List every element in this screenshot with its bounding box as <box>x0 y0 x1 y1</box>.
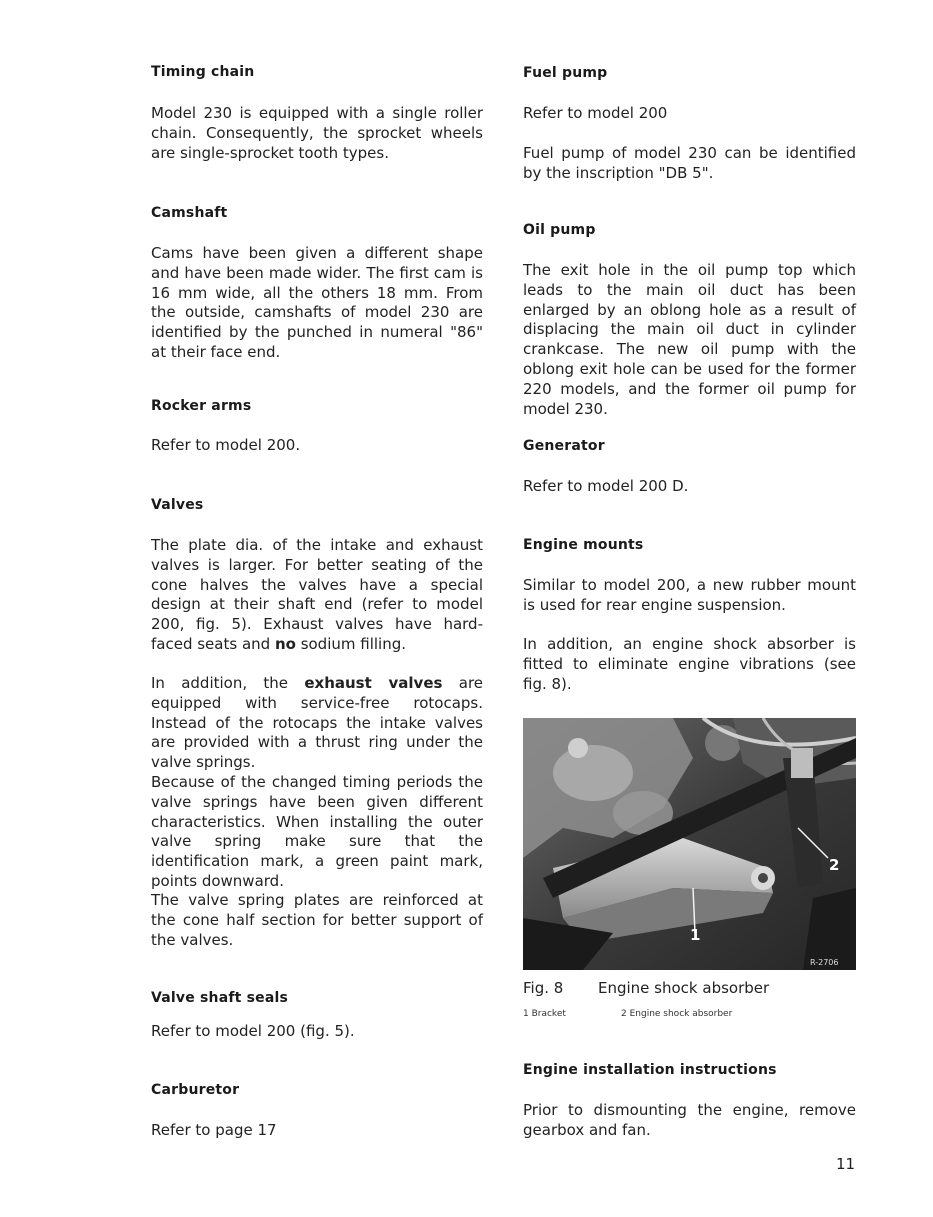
photo-code: R-2706 <box>810 958 839 967</box>
section-heading: Engine installation instructions <box>523 1062 777 1078</box>
section-heading: Fuel pump <box>523 65 608 81</box>
section-heading: Camshaft <box>151 205 228 221</box>
section-body: Similar to model 200, a new rubber mount is used for rear engine suspension. <box>523 576 856 614</box>
section-body: Refer to model 200 D. <box>523 477 689 495</box>
section-rocker-arms <box>151 398 483 414</box>
section-body: Refer to model 200 (fig. 5). <box>151 1022 355 1040</box>
section-body: Because of the changed timing periods the valve springs have been given different characteristics. When installing the outer valve spring make sure that the identification mark, a green paint mark, points downward. <box>151 773 483 890</box>
section-heading: Engine mounts <box>523 537 644 553</box>
callout-1: 1 <box>690 926 701 944</box>
section-fuel-pump <box>523 65 856 81</box>
section-heading: Valves <box>151 497 204 513</box>
section-body: In addition, the exhaust valves are equipped with service-free rotocaps. Instead of the rotocaps the intake valves are provided with a thrust ring under the valve springs. <box>151 674 484 772</box>
section-body: In addition, an engine shock absorber is fitted to eliminate engine vibrations (see fig. 8). <box>523 635 856 693</box>
section-body: Refer to model 200. <box>151 436 301 454</box>
section-camshaft <box>151 205 483 221</box>
section-body: Fuel pump of model 230 can be identified by the inscription "DB 5". <box>523 144 856 182</box>
section-heading: Rocker arms <box>151 398 252 414</box>
section-timing-chain <box>151 64 483 80</box>
figure-title: Engine shock absorber <box>598 979 770 997</box>
callout-2: 2 <box>829 856 840 874</box>
section-body: The exit hole in the oil pump top which leads to the main oil duct has been enlarged by an oblong hole as a result of displacing the main oil duct in cylinder crankcase. The new oil pump with the oblong exit hole can be used for the former 220 models, and the former oil pump for model 230. <box>523 261 856 418</box>
section-body: The valve spring plates are reinforced at the cone half section for better support of the valves. <box>151 891 483 949</box>
section-body: Prior to dismounting the engine, remove gearbox and fan. <box>523 1101 856 1139</box>
section-heading: Valve shaft seals <box>151 990 289 1006</box>
engine-shock-absorber-photo <box>523 718 856 970</box>
legend-item: 1 Bracket <box>523 1009 566 1019</box>
legend-item: 2 Engine shock absorber <box>621 1009 733 1019</box>
section-heading: Oil pump <box>523 222 596 238</box>
section-body: Model 230 is equipped with a single roller chain. Consequently, the sprocket wheels are single-sprocket tooth types. <box>151 104 483 162</box>
section-valve-shaft-seals <box>151 990 483 1006</box>
section-body: Refer to page 17 <box>151 1121 277 1139</box>
section-heading: Generator <box>523 438 605 454</box>
page-number: 11 <box>836 1155 856 1173</box>
section-body: Cams have been given a different shape and have been made wider. The first cam is 16 mm wide, all the others 18 mm. From the outside, camshafts of model 230 are identified by the punched in numeral "86" at their face end. <box>151 244 483 361</box>
section-heading: Carburetor <box>151 1082 240 1098</box>
section-body: The plate dia. of the intake and exhaust valves is larger. For better seating of the cone halves the valves have a special design at their shaft end (refer to model 200, fig. 5). Exhaust valves have hard-faced seats and no sodium filling. <box>151 536 483 653</box>
section-carburetor <box>151 1082 483 1098</box>
section-body: Refer to model 200 <box>523 104 668 122</box>
section-generator <box>523 438 856 454</box>
figure-number: Fig. 8 <box>523 979 564 997</box>
section-engine-mounts <box>523 537 856 553</box>
section-engine-installation <box>523 1062 856 1078</box>
section-oil-pump <box>523 222 856 238</box>
section-heading: Timing chain <box>151 64 255 80</box>
section-valves <box>151 497 483 513</box>
